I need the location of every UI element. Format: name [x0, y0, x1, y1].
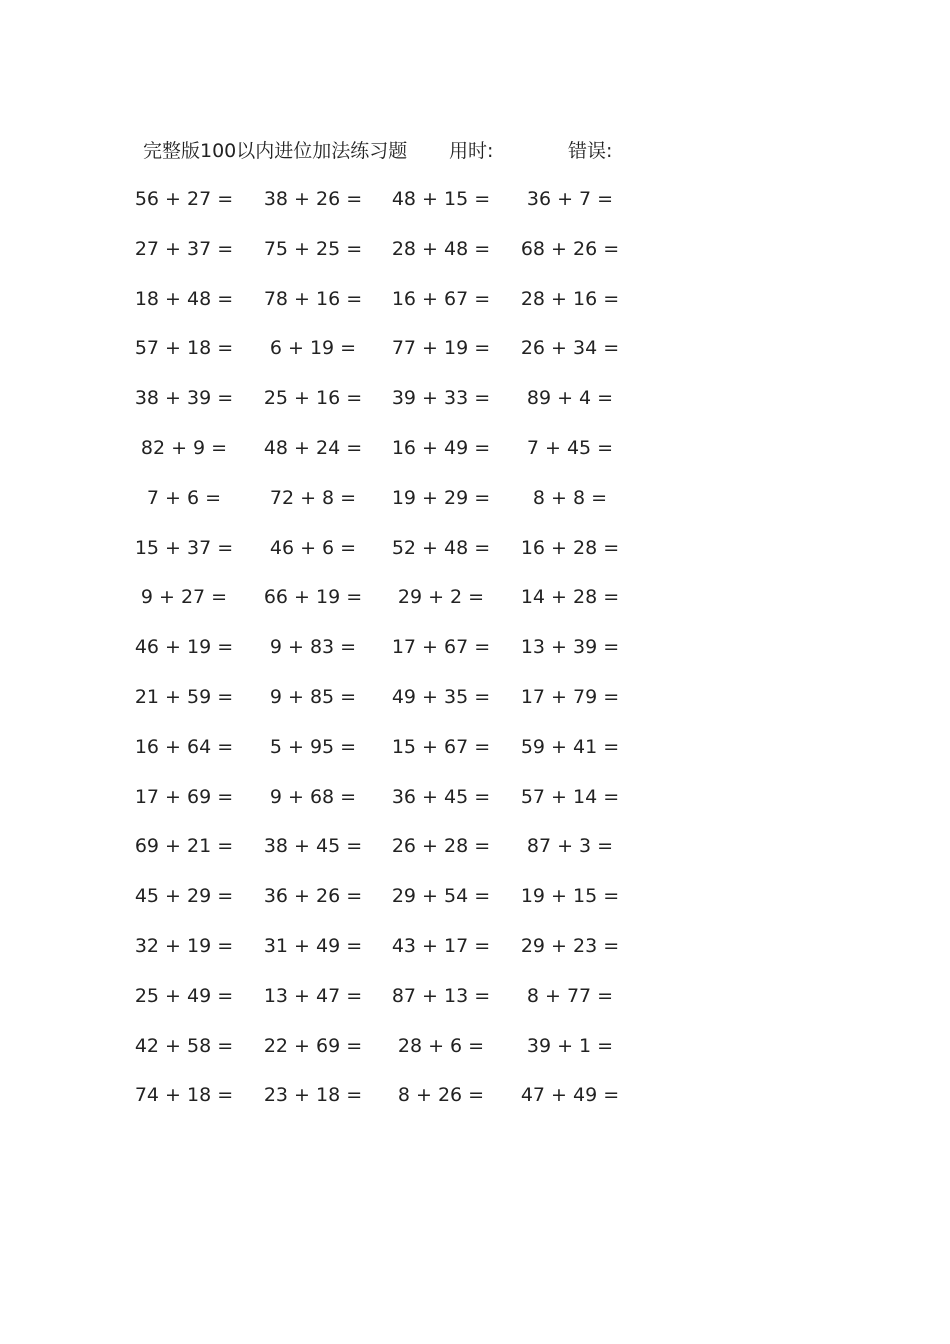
addition-problem: 16 + 28 =: [520, 536, 620, 559]
addition-problem: 18 + 48 =: [134, 287, 234, 310]
problem-row: [0, 979, 950, 1029]
addition-problem: 9 + 27 =: [140, 586, 228, 609]
problem-row: [0, 829, 950, 879]
addition-problem: 66 + 19 =: [263, 586, 363, 609]
addition-problem: 72 + 8 =: [269, 486, 357, 509]
addition-problem: 36 + 26 =: [263, 885, 363, 908]
problem-row: [0, 580, 950, 630]
addition-problem: 14 + 28 =: [520, 586, 620, 609]
addition-problem: 7 + 6 =: [146, 486, 222, 509]
addition-problem: 25 + 16 =: [263, 387, 363, 410]
addition-problem: 19 + 15 =: [520, 885, 620, 908]
problem-grid: [0, 182, 950, 1128]
addition-problem: 31 + 49 =: [263, 934, 363, 957]
addition-problem: 13 + 47 =: [263, 984, 363, 1007]
addition-problem: 38 + 45 =: [263, 835, 363, 858]
addition-problem: 19 + 29 =: [391, 486, 491, 509]
addition-problem: 9 + 83 =: [269, 636, 357, 659]
addition-problem: 17 + 69 =: [134, 785, 234, 808]
addition-problem: 49 + 35 =: [391, 685, 491, 708]
addition-problem: 5 + 95 =: [269, 735, 357, 758]
addition-problem: 38 + 26 =: [263, 188, 363, 210]
problem-row: [0, 929, 950, 979]
problem-row: [0, 680, 950, 730]
addition-problem: 8 + 77 =: [526, 984, 614, 1007]
addition-problem: 69 + 21 =: [134, 835, 234, 858]
addition-problem: 28 + 6 =: [397, 1034, 485, 1057]
addition-problem: 16 + 67 =: [391, 287, 491, 310]
addition-problem: 48 + 15 =: [391, 188, 491, 210]
problem-row: [0, 331, 950, 381]
addition-problem: 29 + 2 =: [397, 586, 485, 609]
addition-problem: 45 + 29 =: [134, 885, 234, 908]
addition-problem: 36 + 7 =: [526, 188, 614, 210]
addition-problem: 57 + 14 =: [520, 785, 620, 808]
addition-problem: 8 + 8 =: [532, 486, 608, 509]
addition-problem: 42 + 58 =: [134, 1034, 234, 1057]
addition-problem: 87 + 13 =: [391, 984, 491, 1007]
addition-problem: 52 + 48 =: [391, 536, 491, 559]
problem-row: [0, 481, 950, 531]
addition-problem: 77 + 19 =: [391, 337, 491, 360]
addition-problem: 46 + 6 =: [269, 536, 357, 559]
problem-row: [0, 630, 950, 680]
addition-problem: 16 + 49 =: [391, 436, 491, 459]
addition-problem: 15 + 37 =: [134, 536, 234, 559]
addition-problem: 89 + 4 =: [526, 387, 614, 410]
addition-problem: 38 + 39 =: [134, 387, 234, 410]
errors-label: 错误:: [568, 140, 613, 162]
addition-problem: 43 + 17 =: [391, 934, 491, 957]
addition-problem: 39 + 33 =: [391, 387, 491, 410]
addition-problem: 75 + 25 =: [263, 237, 363, 260]
addition-problem: 87 + 3 =: [526, 835, 614, 858]
worksheet-title: 完整版100以内进位加法练习题: [143, 140, 408, 162]
addition-problem: 7 + 45 =: [526, 436, 614, 459]
addition-problem: 26 + 28 =: [391, 835, 491, 858]
worksheet-header: [143, 136, 663, 166]
time-used-label: 用时:: [449, 140, 494, 162]
addition-problem: 15 + 67 =: [391, 735, 491, 758]
addition-problem: 17 + 79 =: [520, 685, 620, 708]
addition-problem: 27 + 37 =: [134, 237, 234, 260]
addition-problem: 21 + 59 =: [134, 685, 234, 708]
problem-row: [0, 879, 950, 929]
addition-problem: 68 + 26 =: [520, 237, 620, 260]
problem-row: [0, 381, 950, 431]
addition-problem: 29 + 23 =: [520, 934, 620, 957]
addition-problem: 16 + 64 =: [134, 735, 234, 758]
addition-problem: 28 + 16 =: [520, 287, 620, 310]
addition-problem: 25 + 49 =: [134, 984, 234, 1007]
addition-problem: 9 + 68 =: [269, 785, 357, 808]
addition-problem: 26 + 34 =: [520, 337, 620, 360]
addition-problem: 47 + 49 =: [520, 1084, 620, 1107]
addition-problem: 32 + 19 =: [134, 934, 234, 957]
addition-problem: 39 + 1 =: [526, 1034, 614, 1057]
addition-problem: 74 + 18 =: [134, 1084, 234, 1107]
problem-row: [0, 531, 950, 581]
addition-problem: 36 + 45 =: [391, 785, 491, 808]
addition-problem: 22 + 69 =: [263, 1034, 363, 1057]
addition-problem: 56 + 27 =: [134, 188, 234, 210]
addition-problem: 29 + 54 =: [391, 885, 491, 908]
addition-problem: 23 + 18 =: [263, 1084, 363, 1107]
addition-problem: 6 + 19 =: [269, 337, 357, 360]
problem-row: [0, 232, 950, 282]
problem-row: [0, 282, 950, 332]
addition-problem: 28 + 48 =: [391, 237, 491, 260]
addition-problem: 57 + 18 =: [134, 337, 234, 360]
addition-problem: 48 + 24 =: [263, 436, 363, 459]
addition-problem: 17 + 67 =: [391, 636, 491, 659]
addition-problem: 78 + 16 =: [263, 287, 363, 310]
addition-problem: 13 + 39 =: [520, 636, 620, 659]
problem-row: [0, 1029, 950, 1079]
addition-problem: 9 + 85 =: [269, 685, 357, 708]
addition-problem: 82 + 9 =: [140, 436, 228, 459]
problem-row: [0, 182, 950, 232]
addition-problem: 59 + 41 =: [520, 735, 620, 758]
problem-row: [0, 730, 950, 780]
addition-problem: 46 + 19 =: [134, 636, 234, 659]
problem-row: [0, 431, 950, 481]
addition-problem: 8 + 26 =: [397, 1084, 485, 1107]
problem-row: [0, 780, 950, 830]
problem-row: [0, 1078, 950, 1128]
